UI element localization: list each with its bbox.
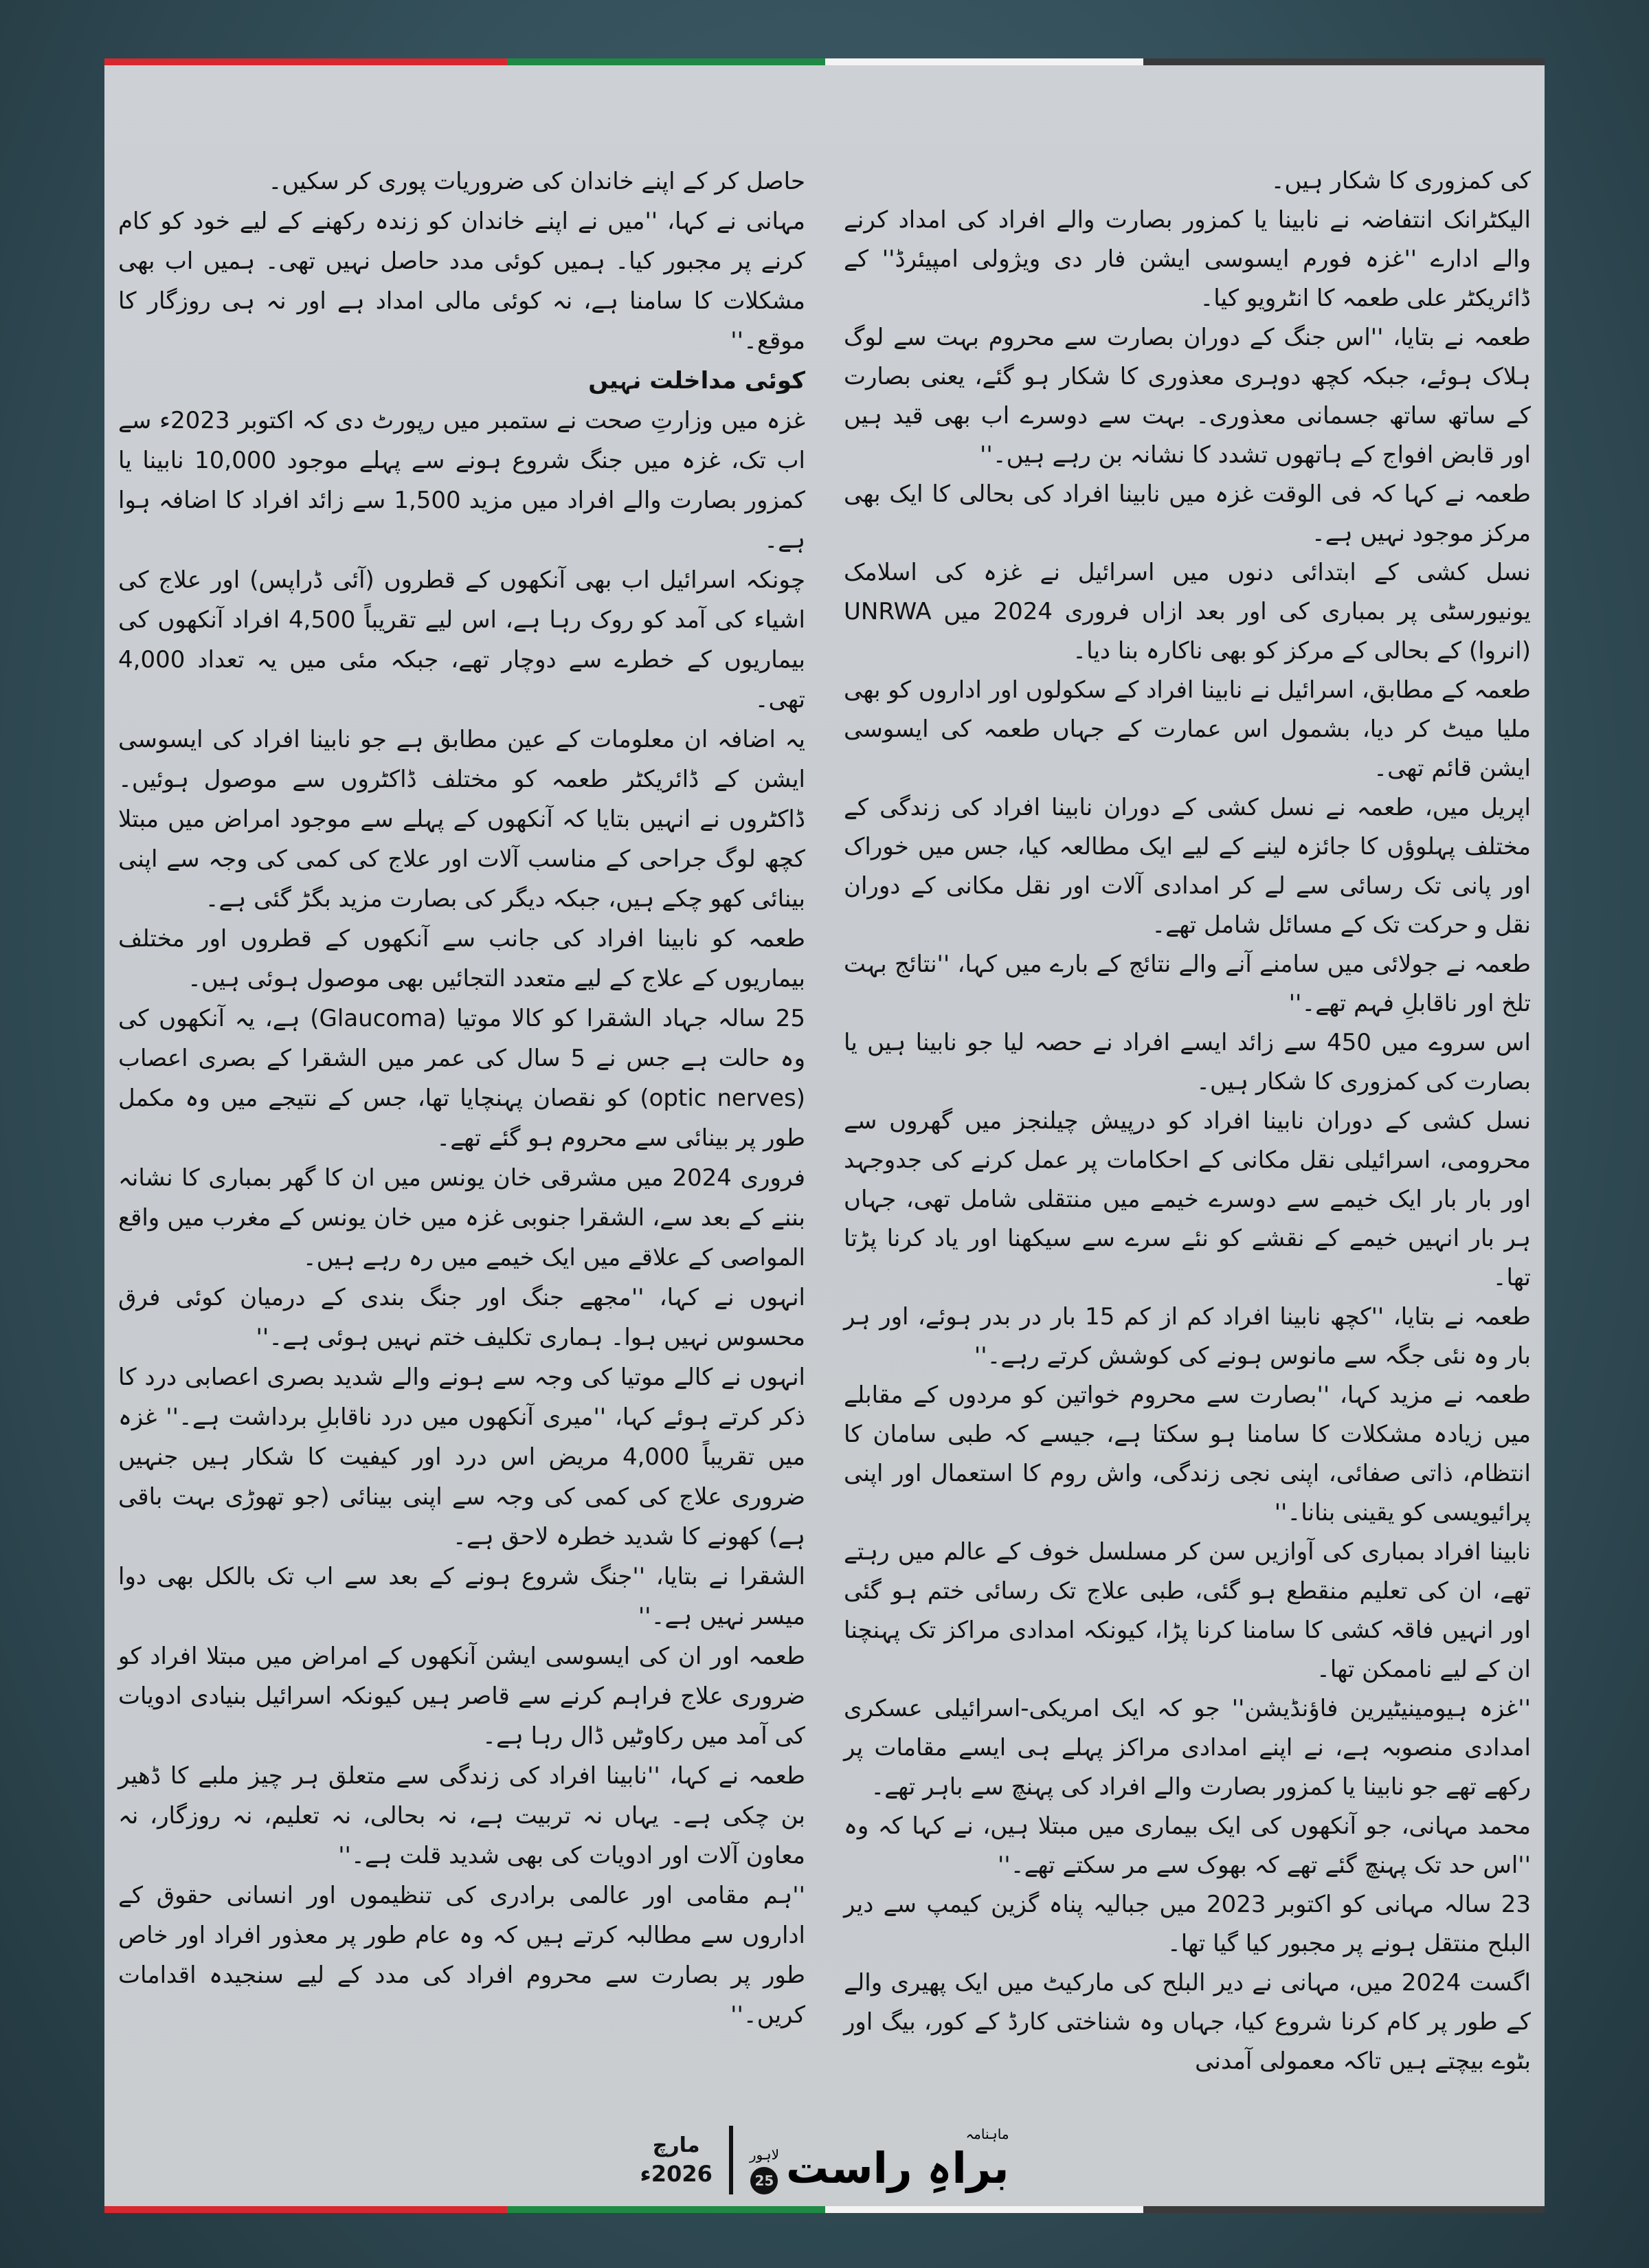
logo-city: لاہور [749, 2146, 779, 2163]
paragraph: الیکٹرانک انتفاضہ نے نابینا یا کمزور بصارت والے افراد کی امداد کرنے والے ادارے ''غزہ فورم ایسوسی ایشن فار دی ویژولی امپیئرڈ'' کے ڈائریکٹر علی طعمہ کا انٹرویو کیا۔ [844, 206, 1531, 312]
paragraph: طعمہ نے مزید کہا، ''بصارت سے محروم خواتین کو مردوں کے مقابلے میں زیادہ مشکلات کا سامنا ہو سکتا ہے، جیسے کہ طبی سامان کا انتظام، ذاتی صفائی، اپنی نجی زندگی، واش روم کا استعمال اور اپنی پرائیویسی کو یقینی بنانا۔'' [844, 1381, 1531, 1526]
paragraph: اپریل میں، طعمہ نے نسل کشی کے دوران نابینا افراد کی زندگی کے مختلف پہلوؤں کا جائزہ لینے کے لیے ایک مطالعہ کیا، جس میں خوراک اور پانی تک رسائی سے لے کر امدادی آلات اور نقل مکانی کے دوران نقل و حرکت تک کے مسائل شامل تھے۔ [844, 794, 1531, 939]
logo-monthly: ماہنامہ [965, 2125, 1009, 2142]
article-column-right [844, 162, 1531, 2081]
paragraph: مہانی نے کہا، ''میں نے اپنے خاندان کو زندہ رکھنے کے لیے خود کو کام کرنے پر مجبور کیا۔ ہمیں کوئی مدد حاصل نہیں تھی۔ ہمیں اب بھی مشکلات کا سامنا ہے، نہ کوئی مالی امداد ہے اور نہ ہی روزگار کا موقع۔'' [118, 208, 805, 355]
paragraph: ''ہم مقامی اور عالمی برادری کی تنظیموں اور انسانی حقوق کے اداروں سے مطالبہ کرتے ہیں کہ وہ عام طور پر معذور افراد اور خاص طور پر بصارت سے محروم افراد کی مدد کے لیے سنجیدہ اقدامات کریں۔'' [118, 1882, 805, 2029]
paragraph: 25 سالہ جہاد الشقرا کو کالا موتیا (Glaucoma) ہے، یہ آنکھوں کی وہ حالت ہے جس نے 5 سال کی عمر میں الشقرا کے بصری اعصاب (optic nerves) کو نقصان پہنچایا تھا، جس کے نتیجے میں وہ مکمل طور پر بینائی سے محروم ہو گئے تھے۔ [118, 1005, 805, 1152]
issue-year: 2026ء [640, 2160, 713, 2187]
paragraph: طعمہ نے بتایا، ''اس جنگ کے دوران بصارت سے محروم بہت سے لوگ ہلاک ہوئے، جبکہ کچھ دوہری معذوری کا شکار ہو گئے، یعنی بصارت کے ساتھ ساتھ جسمانی معذوری۔ بہت سے دوسرے اب بھی قید ہیں اور قابض افواج کے ہاتھوں تشدد کا نشانہ بن رہے ہیں۔'' [844, 324, 1531, 469]
page-footer [104, 2120, 1545, 2199]
footer-divider [729, 2126, 733, 2194]
magazine-logo [750, 2126, 1009, 2194]
article-column-left [118, 162, 805, 2035]
paragraph: محمد مہانی، جو آنکھوں کی ایک بیماری میں مبتلا ہیں، نے کہا کہ وہ ''اس حد تک پہنچ گئے تھے کہ بھوک سے مر سکتے تھے۔'' [844, 1812, 1531, 1879]
logo-title: براہِ راست [785, 2142, 1009, 2193]
paragraph: غزہ میں وزارتِ صحت نے ستمبر میں رپورٹ دی کہ اکتوبر 2023ء سے اب تک، غزہ میں جنگ شروع ہونے سے پہلے موجود 10,000 نابینا یا کمزور بصارت والے افراد میں مزید 1,500 سے زائد افراد کا اضافہ ہوا ہے۔ [118, 407, 805, 554]
paragraph: کی کمزوری کا شکار ہیں۔ [1270, 167, 1531, 194]
paragraph: طعمہ نے جولائی میں سامنے آنے والے نتائج کے بارے میں کہا، ''نتائج بہت تلخ اور ناقابلِ فہم تھے۔'' [844, 950, 1531, 1017]
paragraph: انہوں نے کالے موتیا کی وجہ سے ہونے والے شدید بصری اعصابی درد کا ذکر کرتے ہوئے کہا، ''میری آنکھوں میں درد ناقابلِ برداشت ہے۔'' غزہ میں تقریباً 4,000 مریض اس درد اور کیفیت کا شکار ہیں جنہیں ضروری علاج کی کمی کی وجہ سے اپنی بینائی (جو تھوڑی بہت باقی ہے) کھونے کا شدید خطرہ لاحق ہے۔ [118, 1364, 805, 1550]
paragraph: طعمہ کو نابینا افراد کی جانب سے آنکھوں کے قطروں اور مختلف بیماریوں کے علاج کے لیے متعدد التجائیں بھی موصول ہوئی ہیں۔ [118, 925, 805, 992]
paragraph: طعمہ اور ان کی ایسوسی ایشن آنکھوں کے امراض میں مبتلا افراد کو ضروری علاج فراہم کرنے سے قاصر ہیں کیونکہ اسرائیل بنیادی ادویات کی آمد میں رکاوٹیں ڈال رہا ہے۔ [118, 1643, 805, 1750]
paragraph: طعمہ نے بتایا، ''کچھ نابینا افراد کم از کم 15 بار در بدر ہوئے، اور ہر بار وہ نئی جگہ سے مانوس ہونے کی کوشش کرتے رہے۔'' [844, 1303, 1531, 1370]
paragraph: حاصل کر کے اپنے خاندان کی ضروریات پوری کر سکیں۔ [268, 168, 805, 195]
issue-month: مارچ [652, 2133, 700, 2157]
paragraph: نسل کشی کے ابتدائی دنوں میں اسرائیل نے غزہ کی اسلامک یونیورسٹی پر بمباری کی اور بعد ازاں فروری 2024 میں UNRWA (انروا) کے بحالی کے مرکز کو بھی ناکارہ بنا دیا۔ [844, 559, 1531, 665]
article-page [104, 65, 1545, 2206]
paragraph: طعمہ نے کہا کہ فی الوقت غزہ میں نابینا افراد کی بحالی کا ایک بھی مرکز موجود نہیں ہے۔ [844, 480, 1531, 547]
paragraph: 23 سالہ مہانی کو اکتوبر 2023 میں جبالیہ پناہ گزین کیمپ سے دیر البلح منتقل ہونے پر مجبور کیا گیا تھا۔ [844, 1891, 1531, 1957]
page-number: 25 [750, 2167, 778, 2194]
paragraph: نابینا افراد بمباری کی آوازیں سن کر مسلسل خوف کے عالم میں رہتے تھے، ان کی تعلیم منقطع ہو گئی، طبی علاج تک رسائی ختم ہو گئی اور انہیں فاقہ کشی کا سامنا کرنا پڑا، کیونکہ امدادی مراکز تک پہنچنا ان کے لیے ناممکن تھا۔ [844, 1538, 1531, 1683]
paragraph: اس سروے میں 450 سے زائد ایسے افراد نے حصہ لیا جو نابینا ہیں یا بصارت کی کمزوری کا شکار ہیں۔ [844, 1029, 1531, 1096]
paragraph: الشقرا نے بتایا، ''جنگ شروع ہونے کے بعد سے اب تک بالکل بھی دوا میسر نہیں ہے۔'' [118, 1563, 805, 1630]
paragraph: یہ اضافہ ان معلومات کے عین مطابق ہے جو نابینا افراد کی ایسوسی ایشن کے ڈائریکٹر طعمہ کو مختلف ڈاکٹروں سے موصول ہوئیں۔ ڈاکٹروں نے انہیں بتایا کہ آنکھوں کے پہلے سے موجود امراض میں مبتلا کچھ لوگ جراحی کے مناسب آلات اور علاج کی کمی کی وجہ سے اپنی بینائی کھو چکے ہیں، جبکہ دیگر کی بصارت مزید بگڑ گئی ہے۔ [118, 726, 805, 913]
paragraph: طعمہ نے کہا، ''نابینا افراد کی زندگی سے متعلق ہر چیز ملبے کا ڈھیر بن چکی ہے۔ یہاں نہ تربیت ہے، نہ بحالی، نہ تعلیم، نہ روزگار، نہ معاون آلات اور ادویات کی بھی شدید قلت ہے۔'' [118, 1762, 805, 1869]
section-subheading: کوئی مداخلت نہیں [588, 367, 805, 394]
paragraph: فروری 2024 میں مشرقی خان یونس میں ان کا گھر بمباری کا نشانہ بننے کے بعد سے، الشقرا جنوبی غزہ میں خان یونس کے مغرب میں واقع المواصی کے علاقے میں ایک خیمے میں رہ رہے ہیں۔ [118, 1164, 805, 1271]
bottom-flag-stripe [104, 2206, 1545, 2213]
issue-date [640, 2132, 712, 2188]
paragraph: چونکہ اسرائیل اب بھی آنکھوں کے قطروں (آئی ڈراپس) اور علاج کی اشیاء کی آمد کو روک رہا ہے، اس لیے تقریباً 4,500 افراد آنکھوں کی بیماریوں کے خطرے سے دوچار تھے، جبکہ مئی میں یہ تعداد 4,000 تھی۔ [118, 566, 805, 713]
paragraph: طعمہ کے مطابق، اسرائیل نے نابینا افراد کے سکولوں اور اداروں کو بھی ملیا میٹ کر دیا، بشمول اس عمارت کے جہاں طعمہ کی ایسوسی ایشن قائم تھی۔ [844, 676, 1531, 782]
paragraph: اگست 2024 میں، مہانی نے دیر البلح کی مارکیٹ میں ایک پھیری والے کے طور پر کام کرنا شروع کیا، جہاں وہ شناختی کارڈ کے کور، بیگ اور بٹوے بیچتے ہیں تاکہ معمولی آمدنی [844, 1969, 1531, 2075]
paragraph: نسل کشی کے دوران نابینا افراد کو درپیش چیلنجز میں گھروں سے محرومی، اسرائیلی نقل مکانی کے احکامات پر عمل کرنے کی جدوجہد اور بار بار ایک خیمے سے دوسرے خیمے میں منتقلی شامل تھی، جہاں ہر بار انہیں خیمے کے نقشے کو نئے سرے سے سیکھنا اور یاد کرنا پڑتا تھا۔ [844, 1107, 1531, 1291]
top-flag-stripe [104, 58, 1545, 65]
paragraph: ''غزہ ہیومینیٹیرین فاؤنڈیشن'' جو کہ ایک امریکی-اسرائیلی عسکری امدادی منصوبہ ہے، نے اپنے امدادی مراکز پہلے ہی ایسے مقامات پر رکھے تھے جو نابینا یا کمزور بصارت والے افراد کی پہنچ سے باہر تھے۔ [844, 1695, 1531, 1801]
paragraph: انہوں نے کہا، ''مجھے جنگ اور جنگ بندی کے درمیان کوئی فرق محسوس نہیں ہوا۔ ہماری تکلیف ختم نہیں ہوئی ہے۔'' [118, 1284, 805, 1351]
